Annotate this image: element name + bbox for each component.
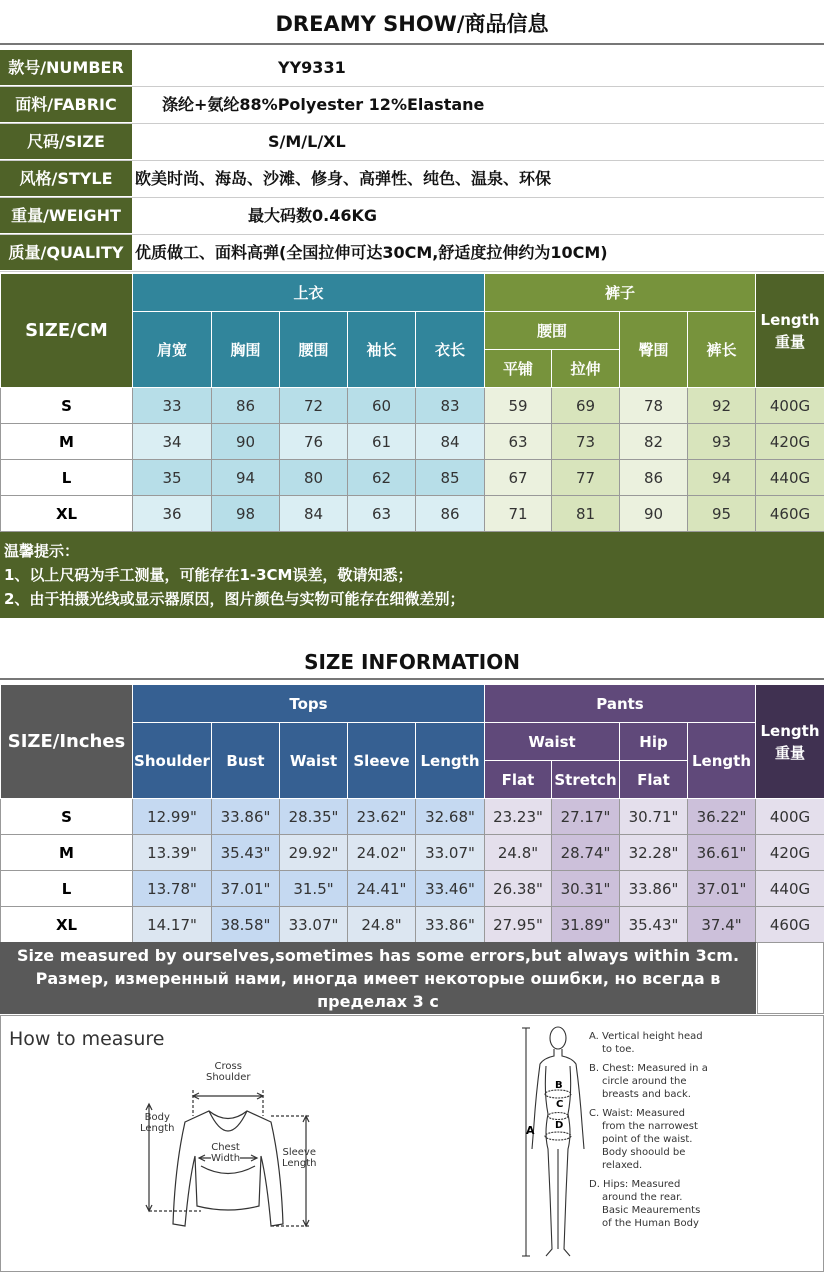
col-waist-cn: 腰围 bbox=[280, 312, 348, 388]
info-row bbox=[0, 235, 824, 272]
info-label: 风格/STYLE bbox=[0, 161, 132, 197]
length-weight-header bbox=[756, 685, 824, 799]
info-row bbox=[0, 50, 824, 87]
table-cell: 28.35" bbox=[280, 799, 348, 835]
table-cell: 29.92" bbox=[280, 835, 348, 871]
table-cell: 86 bbox=[416, 496, 485, 532]
product-info-table bbox=[0, 50, 824, 272]
table-cell: 26.38" bbox=[485, 871, 552, 907]
table-cell: 72 bbox=[280, 388, 348, 424]
legend-line: D. Hips: Measured bbox=[589, 1179, 681, 1190]
how-to-measure-panel bbox=[0, 1015, 824, 1272]
legend-line: A. Vertical height head bbox=[589, 1031, 703, 1042]
table-cell: 33 bbox=[133, 388, 212, 424]
width-label: Width bbox=[211, 1153, 241, 1164]
table-cell: 32.68" bbox=[416, 799, 485, 835]
table-cell: 92 bbox=[688, 388, 756, 424]
measure-legend bbox=[589, 1030, 708, 1236]
table-cell: 23.23" bbox=[485, 799, 552, 835]
table-cell: 30.71" bbox=[620, 799, 688, 835]
table-cell: 33.86" bbox=[212, 799, 280, 835]
info-value: 最大码数0.46KG bbox=[248, 206, 378, 225]
table-row bbox=[1, 799, 824, 835]
length-label: Length bbox=[760, 310, 820, 329]
cn-notes bbox=[0, 532, 824, 618]
table-cell: 60 bbox=[348, 388, 416, 424]
info-label: 尺码/SIZE bbox=[0, 124, 132, 160]
table-cell: 23.62" bbox=[348, 799, 416, 835]
table-cell: 69 bbox=[552, 388, 620, 424]
size-label: M bbox=[1, 424, 133, 460]
table-cell: 28.74" bbox=[552, 835, 620, 871]
chest-label: Chest bbox=[211, 1142, 240, 1153]
table-cell: 13.39" bbox=[133, 835, 212, 871]
legend-line: around the rear. bbox=[602, 1192, 683, 1203]
table-cell: 440G bbox=[756, 871, 824, 907]
table-cell: 84 bbox=[280, 496, 348, 532]
col-hip: Hip bbox=[620, 723, 688, 761]
legend-line: of the Human Body bbox=[602, 1218, 699, 1229]
legend-item bbox=[589, 1178, 708, 1230]
legend-item bbox=[589, 1107, 708, 1172]
sleeve-length-word: Length bbox=[282, 1158, 317, 1169]
table-cell: 37.4" bbox=[688, 907, 756, 943]
table-cell: 61 bbox=[348, 424, 416, 460]
table-cell: 90 bbox=[212, 424, 280, 460]
col-waist-flat-cn: 平铺 bbox=[485, 350, 552, 388]
table-row bbox=[1, 424, 824, 460]
table-cell: 34 bbox=[133, 424, 212, 460]
how-to-measure-title: How to measure bbox=[9, 1028, 165, 1050]
title-divider bbox=[0, 43, 824, 45]
pants-header-cn: 裤子 bbox=[485, 274, 756, 312]
table-cell: 400G bbox=[756, 388, 824, 424]
size-label: L bbox=[1, 460, 133, 496]
size-label: S bbox=[1, 799, 133, 835]
length-label-en: Length bbox=[760, 721, 820, 740]
fig-label-a: A bbox=[526, 1124, 535, 1137]
table-cell: 440G bbox=[756, 460, 824, 496]
table-cell: 31.5" bbox=[280, 871, 348, 907]
table-cell: 31.89" bbox=[552, 907, 620, 943]
pants-header: Pants bbox=[485, 685, 756, 723]
col-bust: Bust bbox=[212, 723, 280, 799]
table-cell: 33.86" bbox=[416, 907, 485, 943]
body-label: Body bbox=[144, 1112, 170, 1123]
title2-divider bbox=[0, 678, 824, 680]
col-shoulder: Shoulder bbox=[133, 723, 212, 799]
table-cell: 71 bbox=[485, 496, 552, 532]
weight-label-en: 重量 bbox=[774, 743, 805, 762]
col-bust-cn: 胸围 bbox=[212, 312, 280, 388]
table-row bbox=[1, 460, 824, 496]
table-cell: 24.8" bbox=[348, 907, 416, 943]
body-length-label bbox=[140, 1112, 175, 1134]
table-cell: 33.07" bbox=[280, 907, 348, 943]
table-cell: 62 bbox=[348, 460, 416, 496]
info-label: 质量/QUALITY bbox=[0, 235, 132, 271]
col-pants-length: Length bbox=[688, 723, 756, 799]
body-length-word: Length bbox=[140, 1123, 175, 1134]
table-cell: 73 bbox=[552, 424, 620, 460]
en-notes bbox=[0, 942, 756, 1014]
tops-header-cn: 上衣 bbox=[133, 274, 485, 312]
col-hip-flat: Flat bbox=[620, 761, 688, 799]
table-cell: 36.61" bbox=[688, 835, 756, 871]
fig-label-d: D bbox=[555, 1120, 564, 1131]
en-note-2: Размер, измеренный нами, иногда имеет некоторые ошибки, но всегда в пределах 3 с bbox=[35, 969, 721, 1011]
table-row bbox=[1, 835, 824, 871]
legend-line: B. Chest: Measured in a bbox=[589, 1063, 708, 1074]
length-weight-header-cn bbox=[756, 274, 824, 388]
info-row bbox=[0, 161, 824, 198]
table-cell: 33.46" bbox=[416, 871, 485, 907]
size-cm-table bbox=[0, 273, 824, 532]
table-cell: 38.58" bbox=[212, 907, 280, 943]
fig-label-b: B bbox=[555, 1080, 563, 1091]
col-waist: Waist bbox=[280, 723, 348, 799]
table-cell: 36.22" bbox=[688, 799, 756, 835]
product-info-title: DREAMY SHOW/商品信息 bbox=[275, 12, 549, 36]
info-value: S/M/L/XL bbox=[268, 132, 346, 151]
legend-line: breasts and back. bbox=[602, 1089, 691, 1100]
table-cell: 63 bbox=[348, 496, 416, 532]
tops-header: Tops bbox=[133, 685, 485, 723]
col-waist-stretch-cn: 拉伸 bbox=[552, 350, 620, 388]
table-cell: 78 bbox=[620, 388, 688, 424]
size-label: M bbox=[1, 835, 133, 871]
table-cell: 98 bbox=[212, 496, 280, 532]
table-cell: 90 bbox=[620, 496, 688, 532]
table-cell: 86 bbox=[212, 388, 280, 424]
table-cell: 420G bbox=[756, 835, 824, 871]
table-cell: 59 bbox=[485, 388, 552, 424]
table-cell: 12.99" bbox=[133, 799, 212, 835]
legend-item bbox=[589, 1030, 708, 1056]
table-cell: 93 bbox=[688, 424, 756, 460]
cn-note-1: 1、以上尺码为手工测量，可能存在1-3CM误差，敬请知悉； bbox=[4, 566, 413, 584]
table-cell: 33.07" bbox=[416, 835, 485, 871]
col-pants-waist-cn: 腰围 bbox=[485, 312, 620, 350]
table-cell: 420G bbox=[756, 424, 824, 460]
info-row bbox=[0, 124, 824, 161]
info-row bbox=[0, 87, 824, 124]
fig-label-c: C bbox=[556, 1099, 564, 1110]
size-label: S bbox=[1, 388, 133, 424]
cn-note-title: 温馨提示： bbox=[4, 542, 80, 560]
sleeve-length-label bbox=[282, 1147, 317, 1169]
table-cell: 76 bbox=[280, 424, 348, 460]
col-pants-length-cn: 裤长 bbox=[688, 312, 756, 388]
cn-note-2: 2、由于拍摄光线或显示器原因，图片颜色与实物可能存在细微差别； bbox=[4, 590, 465, 608]
table-cell: 83 bbox=[416, 388, 485, 424]
info-value: 涤纶+氨纶88%Polyester 12%Elastane bbox=[162, 95, 485, 114]
table-cell: 37.01" bbox=[212, 871, 280, 907]
col-sleeve: Sleeve bbox=[348, 723, 416, 799]
col-length: Length bbox=[416, 723, 485, 799]
table-cell: 460G bbox=[756, 496, 824, 532]
legend-line: to toe. bbox=[602, 1044, 635, 1055]
size-label: L bbox=[1, 871, 133, 907]
en-notes-blank bbox=[757, 942, 824, 1014]
table-cell: 24.02" bbox=[348, 835, 416, 871]
weight-label: 重量 bbox=[775, 332, 806, 351]
shoulder-label: Shoulder bbox=[206, 1072, 251, 1083]
body-figure-diagram bbox=[516, 1024, 586, 1269]
table-cell: 94 bbox=[688, 460, 756, 496]
table-cell: 24.41" bbox=[348, 871, 416, 907]
table-cell: 77 bbox=[552, 460, 620, 496]
cross-label: Cross bbox=[214, 1061, 242, 1072]
table-cell: 36 bbox=[133, 496, 212, 532]
table-cell: 37.01" bbox=[688, 871, 756, 907]
table-cell: 27.95" bbox=[485, 907, 552, 943]
info-value: 欧美时尚、海岛、沙滩、修身、高弹性、纯色、温泉、环保 bbox=[135, 169, 552, 188]
table-row bbox=[1, 388, 824, 424]
en-note-1: Size measured by ourselves,sometimes has some errors,but always within 3cm. bbox=[16, 946, 740, 965]
col-waist-flat: Flat bbox=[485, 761, 552, 799]
size-label: XL bbox=[1, 907, 133, 943]
table-cell: 24.8" bbox=[485, 835, 552, 871]
col-sleeve-cn: 袖长 bbox=[348, 312, 416, 388]
table-cell: 63 bbox=[485, 424, 552, 460]
table-cell: 67 bbox=[485, 460, 552, 496]
table-cell: 33.86" bbox=[620, 871, 688, 907]
table-cell: 86 bbox=[620, 460, 688, 496]
table-row bbox=[1, 907, 824, 943]
table-cell: 27.17" bbox=[552, 799, 620, 835]
info-label: 重量/WEIGHT bbox=[0, 198, 132, 234]
table-cell: 13.78" bbox=[133, 871, 212, 907]
table-cell: 82 bbox=[620, 424, 688, 460]
info-label: 面料/FABRIC bbox=[0, 87, 132, 123]
info-value: 优质做工、面料高弹(全国拉伸可达30CM,舒适度拉伸约为10CM) bbox=[135, 243, 608, 262]
size-label: XL bbox=[1, 496, 133, 532]
table-cell: 85 bbox=[416, 460, 485, 496]
legend-line: C. Waist: Measured bbox=[589, 1108, 686, 1119]
table-cell: 80 bbox=[280, 460, 348, 496]
col-pants-waist: Waist bbox=[485, 723, 620, 761]
size-info-title: SIZE INFORMATION bbox=[304, 650, 520, 674]
info-row bbox=[0, 198, 824, 235]
table-cell: 35 bbox=[133, 460, 212, 496]
col-hip-cn: 臀围 bbox=[620, 312, 688, 388]
size-inches-table bbox=[0, 684, 824, 943]
table-row bbox=[1, 496, 824, 532]
col-length-cn: 衣长 bbox=[416, 312, 485, 388]
table-cell: 81 bbox=[552, 496, 620, 532]
table-cell: 400G bbox=[756, 799, 824, 835]
table-cell: 32.28" bbox=[620, 835, 688, 871]
size-cm-header: SIZE/CM bbox=[1, 274, 133, 388]
table-row bbox=[1, 871, 824, 907]
table-cell: 14.17" bbox=[133, 907, 212, 943]
table-cell: 84 bbox=[416, 424, 485, 460]
sleeve-label: Sleeve bbox=[282, 1147, 316, 1158]
info-value: YY9331 bbox=[278, 58, 346, 77]
table-cell: 460G bbox=[756, 907, 824, 943]
legend-line: circle around the bbox=[602, 1076, 687, 1087]
table-cell: 94 bbox=[212, 460, 280, 496]
info-label: 款号/NUMBER bbox=[0, 50, 132, 86]
legend-line: Body shoould be bbox=[602, 1147, 686, 1158]
col-waist-stretch: Stretch bbox=[552, 761, 620, 799]
cross-shoulder-label bbox=[206, 1061, 251, 1083]
legend-line: relaxed. bbox=[602, 1160, 643, 1171]
table-cell: 95 bbox=[688, 496, 756, 532]
chest-width-label bbox=[211, 1142, 240, 1164]
col-shoulder-cn: 肩宽 bbox=[133, 312, 212, 388]
legend-line: from the narrowest bbox=[602, 1121, 698, 1132]
table-cell: 35.43" bbox=[212, 835, 280, 871]
legend-line: point of the waist. bbox=[602, 1134, 693, 1145]
legend-line: Basic Meaurements bbox=[602, 1205, 701, 1216]
size-inches-header: SIZE/Inches bbox=[1, 685, 133, 799]
table-cell: 30.31" bbox=[552, 871, 620, 907]
legend-item bbox=[589, 1062, 708, 1101]
table-cell: 35.43" bbox=[620, 907, 688, 943]
